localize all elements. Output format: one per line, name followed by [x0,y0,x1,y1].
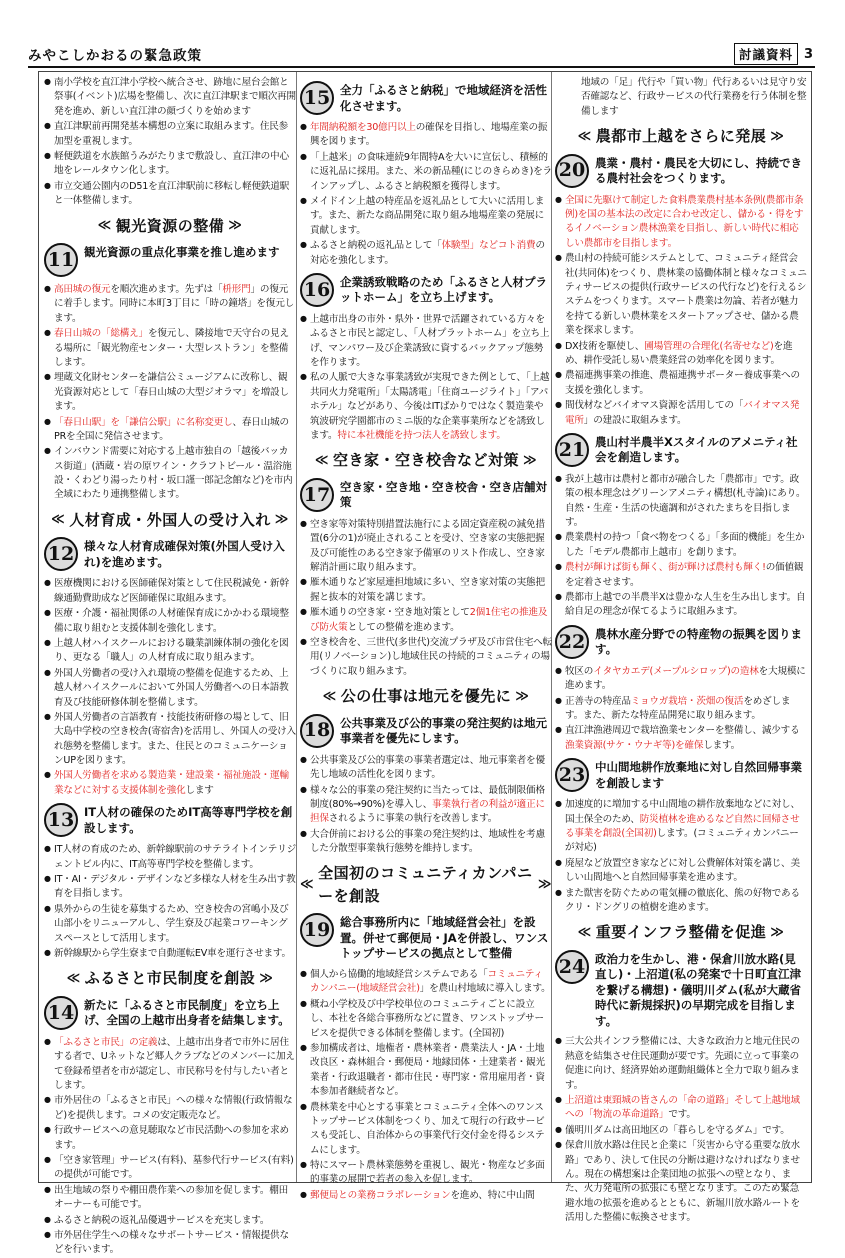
section-heading [44,215,296,238]
bullet-item [44,416,296,445]
item-text: 個人から協働的地域経営システムである「 [310,969,488,980]
bullet-item [300,1042,552,1100]
policy-title: 公共事業及び公的事業の発注契約は地元事業者を優先にします。 [340,715,547,746]
swirl-icon: ≪ [97,218,112,234]
bullet-item [300,998,552,1041]
item-text: バイオマス発電所 [565,400,800,426]
bullet-item [44,327,296,370]
policy-heading [44,996,296,1030]
item-text: 特に本社機能を持つ法人を誘致します。 [337,430,506,442]
bullet-item [555,695,807,724]
bullet-item [44,843,296,872]
swirl-icon: ≫ [537,877,552,893]
item-text: を大規模に進めます。 [565,665,806,692]
policy-heading [44,803,296,837]
item-text: 枡形門 [222,284,251,296]
bullet-item [44,711,296,769]
bullet-item [44,947,296,961]
item-text: 」の復元に着手します。同時に本町3丁目に「時の鐘塔」を復元します。 [54,284,294,324]
policy-heading [555,433,807,467]
item-text: の確保を目指し、地場産業の振興を図ります。 [310,122,548,148]
bullet-item [300,239,552,268]
item-text: メイドイン上越の特産品を返礼品として大いに活用します。また、新たな商品開発に取り組み地場産業の発展に貢献します。 [310,195,545,236]
item-text: します [185,784,214,796]
policy-title: 農山村半農半Xスタイルのアメニティ社会を創造します。 [595,434,798,465]
item-text: 年間納税額を30億円以上 [310,122,416,133]
item-text: 直江津漁港周辺で栽培漁業センターを整備し、減少する [565,725,800,737]
item-text: 」を農山村地域に導入します。 [419,983,551,995]
bullet-item [555,591,807,620]
column-right [555,76,807,1224]
bullet-item [300,1189,552,1203]
item-text: ミョウガ栽培・茨畑の復活 [630,695,744,707]
policy-number-badge: 16 [300,273,334,307]
bullet-item [555,340,807,369]
bullet-item [44,76,296,119]
bullet-item [555,857,807,886]
item-text: します。(コミュニティカンパニーが対応) [565,827,799,854]
item-text: 様々な公的事業の発注契約に当たっては、最低制限価格制度(80%→90%)を導入し、 [310,784,545,810]
swirl-icon: ≫ [259,970,274,986]
bullet-item [44,1036,296,1094]
item-text: 三大公共インフラ整備には、大きな政治力と地元住民の熱意を結集させ住民運動が要です。先頭に立って事業の促進に向け、経済界始め運動組織体と全力で取り組みます。 [565,1036,800,1091]
item-text: 市立交通公園内のD51を直江津駅前に移転し軽便鉄道駅と一体整備します。 [54,180,290,207]
section-heading [300,449,552,472]
bullet-item [300,784,552,827]
policy-number-badge: 20 [555,154,589,188]
item-text: 牧区の [565,665,594,677]
item-text: 農山村の持続可能システムとして、コミュニティ経営会社(共同体)をつくり、農林業の協働体制と様々なコミュニティサービスの提供(行政サービスの代行など)を行えるシステムをつくります。スマート農業は勿論、若者が魅力を持てる新しい農林業をスタートアップさせ、儲かる農業を探求します。 [565,253,807,337]
item-text: を順次進めます。先ずは「 [110,284,223,296]
item-text: 農業農村の持つ「食べ物をつくる」「多面的機能」を生かした「モデル農都市上越市」を創ります。 [565,532,805,558]
section-heading [44,509,296,532]
policy-number-badge: 15 [300,81,334,115]
item-text: 上越市出身の市外・県外・世界で活躍されている方々をふるさと市民と認定し、「人材プラットホーム」を立ち上げ、マンパワー及び企業誘致に資するバックアップ態勢を作ります。 [310,313,550,369]
item-text: 私の人脈で大きな事業誘致が実現できた例として、「上越共同火力発電所」「太陽誘電」「住商ユージライト」「アパホテル」などがあり、今後はITばかりではなく製造業や筑波研究学園都市のミニ版的な企業事業所などを誘致します。 [310,372,550,442]
item-text: 間伐材などバイオマス資源を活用しての「 [565,400,744,412]
item-text: IT人材の育成のため、新幹線駅前のサテライトインテリジェントビル内に、IT高等専門学校を整備します。 [54,844,296,870]
policy-number-badge: 23 [555,758,589,792]
bullet-item [555,369,807,398]
bullet-item [300,968,552,997]
section-title: 農都市上越をさらに発展 [595,127,767,146]
item-text: ふるさと納税の返礼品として「 [310,240,442,252]
item-text: されるように事業の執行を改善します。 [328,813,498,825]
item-text: 公共事業及び公的事業の事業者選定は、地元事業者を優先し地域の活性化を図ります。 [310,754,545,781]
bullet-item [555,1094,807,1123]
section-title: 観光資源の整備 [115,216,225,235]
item-text: 外国人労働者を求める製造業・建設業・福祉施設・運輸業などに対する支援体制を強化 [54,770,289,796]
item-text: 体験型」などコト消費 [441,240,536,252]
item-text: 高田城の復元 [54,284,111,296]
column-divider [296,72,297,1182]
bullet-item [300,195,552,238]
bullet-item [555,1124,807,1138]
section-heading [44,967,296,990]
swirl-icon: ≪ [300,877,315,893]
policy-title: 政治力を生かし、港・保倉川放水路(見直し)・上沼道(私の発案で十日町直江津を繋げる構想)・儀明川ダム(私が大蔵省時代に新規採択)の早期完成を目指します。 [595,951,802,1028]
item-text: 外国人労働者の受け入れ環境の整備を促進するため、上越人材ハイスクールにおいて外国人労働者への日本語教育及び技能研修体制を整備します。 [54,667,289,708]
bullet-item [44,667,296,710]
policy-title: 中山間地耕作放棄地に対し自然回帰事業を創設します [595,760,802,790]
item-text: 廃屋など放置空き家などに対し公費解体対策を講じ、美しい山間地へと自然回帰事業を進めます。 [565,857,800,884]
item-text: の対応を強化します。 [310,240,545,266]
swirl-icon: ≫ [274,512,289,528]
item-text: 「空き家管理」サービス(有料)、墓参代行サービス(有料)の提供が可能です。 [54,1154,294,1181]
policy-number-badge: 19 [300,913,334,947]
header-title: みやこしかおるの緊急政策 [28,48,202,64]
bullet-item [44,1229,296,1258]
policy-heading [300,273,552,307]
bullet-item [44,1214,296,1228]
item-text: DX技術を駆使し、 [565,340,645,352]
bullet-item [44,873,296,902]
bullet-item [555,531,807,560]
policy-title: 全力「ふるさと納税」で地域経済を活性化させます。 [340,83,547,113]
doc-badge: 討議資料 [734,43,798,65]
item-text: 出生地域の祭りや棚田農作業への参加を促します。棚田オーナーも可能です。 [54,1184,289,1211]
item-text: を進め、特に中山間 [450,1189,535,1201]
bullet-item [44,180,296,209]
section-title: 空き家・空き校舎など対策 [332,451,519,470]
bullet-item [44,1094,296,1123]
bullet-item [44,120,296,149]
policy-number-badge: 22 [555,625,589,659]
policy-title: 観光資源の重点化事業を推し進めます [84,245,280,260]
policy-title: 農林水産分野での特産物の振興を図ります。 [595,626,802,657]
item-text: 医療機関における医師確保対策として住民税減免・新幹線通勤費助成など医師確保に取組みます。 [54,578,289,604]
swirl-icon: ≪ [66,970,81,986]
swirl-icon: ≪ [577,924,592,940]
bullet-item [555,724,807,753]
bullet-item [44,607,296,636]
item-text: 農林業を中心とする事業とコミュニティ全体へのワンストップサービス体制をつくり、加えて現行の行政サービスも受託し、自治体からの事業代行交付金を得るシステムにします。 [310,1101,545,1156]
swirl-icon: ≪ [322,688,337,704]
policy-number-badge: 24 [555,950,589,984]
item-text: 大合併前における公的事業の発注契約は、地域性を考慮した分散型事業執行態勢を維持します。 [310,828,545,855]
item-text: 医療・介護・福祉関係の人材確保育成にかかわる環境整備に取り組むと支援体制を強化します。 [54,608,289,634]
swirl-icon: ≪ [577,128,592,144]
item-text: 防災植林を進めるなど自然に回帰させる事業を創設(全国初) [565,813,800,839]
item-text: 参加構成者は、地権者・農林業者・農業法人・JA・土地改良区・森林組合・郵便局・地縁団体・土建業者・観光業者・行政退職者・都市住民・専門家・常用雇用者・資本参加者継続者など。 [310,1042,545,1098]
item-text: 漁業資源(サケ・ウナギ等)を確保 [565,739,704,751]
item-text: 雁木通りの空き家・空き地対策として [310,607,470,619]
item-text: 全国に先駆けて制定した食料農業農村基本条例(農都市条例)を国の基本法の改定に合わせ改定し、儲かる・得をするイノベーション農林漁業を目指し、新しい時代に相応しい農都市を目指します。 [565,194,804,249]
policy-title: 総合事務所内に「地域経営会社」を設置。併せて郵便局・JAを併設し、ワンストップサービスの拠点として整備 [340,915,549,961]
item-text: 」の建設に取組みます。 [583,414,687,426]
section-title: ふるさと市民制度を創設 [84,969,256,988]
item-text: をめざします。また、新たな特産品開発に取り組みます。 [565,695,791,721]
item-text: を復元し、隣接地で天守台の見える場所に「観光物産センター・大型レストラン」を整備します。 [54,328,289,368]
bullet-item [300,606,552,635]
bullet-item [44,150,296,179]
item-text: 、春日山城のPRを全国に発信させます。 [54,416,289,442]
bullet-item [555,665,807,694]
item-text: コミュニティカンパニー(地域経営会社) [310,969,543,995]
policy-title: 企業誘致戦略のため「ふるさと人材プラットホーム」を立ち上げます。 [340,274,547,305]
policy-heading [555,758,807,792]
section-title: 人材育成・外国人の受け入れ [69,510,271,529]
policy-heading [300,913,552,962]
bullet-item [44,1154,296,1183]
column-left [44,76,296,1256]
header-rule [28,66,815,68]
policy-title: IT人材の確保のためIT高等専門学校を創設します。 [84,805,293,835]
bullet-item [44,1124,296,1153]
bullet-item [555,1139,807,1225]
policy-title: 空き家・空き地・空き校舎・空き店舗対策 [340,479,547,510]
bullet-item [44,577,296,606]
item-text: 直江津駅前再開発基本構想の立案に取組みます。住民参加型を重視します。 [54,121,289,147]
bullet-item [300,518,552,576]
item-text: 外国人労働者の言語教育・技能技術研修の場として、旧大島中学校の空き校舎(寄宿舎)を活用し、外国人の受け入れ態勢を整備します。また、住民とのコミュニケーションUPを図ります。 [54,711,296,767]
section-heading [555,125,807,148]
item-text: 「春日山駅」を「謙信公駅」に名称変更し [54,416,233,428]
swirl-icon: ≫ [228,218,243,234]
bullet-item [44,637,296,666]
bullet-item [300,576,552,605]
item-text: 空き家等対策特別措置法施行による固定資産税の減免措置(6分の1)が廃止されることを受け、空き家の実態把握及び可能性のある空き家予備軍のリスト作成し、空き家解消計画に取り組みます。 [310,518,545,574]
policy-title: 農業・農村・農民を大切にし、持続できる農村社会をつくります。 [595,155,802,186]
bullet-item [555,887,807,916]
policy-heading [555,625,807,659]
policy-title: 様々な人材育成確保対策(外国人受け入れ)を進めます。 [84,539,285,569]
item-text: IT・AI・デジタル・デザインなど多様な人材を生み出す教育を目指します。 [54,874,296,900]
policy-heading [300,478,552,512]
item-text: 加速度的に増加する中山間地の耕作放棄地などに対し、国土保全のため、 [565,799,800,825]
item-text: 埋蔵文化財センターを謙信公ミュージアムに改称し、観光資源対応として「春日山城の大型ジオラマ」を増設します。 [54,372,289,413]
bullet-item [300,313,552,371]
bullet-item [300,636,552,679]
policy-number-badge: 13 [44,803,78,837]
policy-heading [300,81,552,115]
policy-number-badge: 14 [44,996,78,1030]
item-text: 春日山城の「総構え」 [54,328,148,340]
policy-heading [44,243,296,277]
item-text: 特にスマート農林業態勢を重視し、観光・物産など多面的事業の展開で若者の参入を促します。 [310,1160,545,1186]
item-text: 空き校舎を、三世代(多世代)交流プラザ及び市営住宅へ転用(リノベーション)し地域住民の持続的コミュニティの場づくりに取り組みます。 [310,637,552,677]
continued-text: 地域の「足」代行や「買い物」代行あるいは見守り安否確認など、行政サービスの代行業務を行う体制を整備します [581,77,807,117]
policy-title: 新たに「ふるさと市民制度」を立ち上げ、全国の上越市出身者を結集します。 [84,997,290,1028]
item-text: イタヤカエデ(メープルシロップ)の造林 [593,665,759,677]
item-text: 2個1住宅の推進及び防火策 [310,607,548,633]
policy-heading [555,950,807,1030]
section-heading [300,685,552,708]
item-text: の価値観を定着させます。 [565,562,804,588]
bullet-item [44,371,296,414]
section-title: 重要インフラ整備を促進 [595,923,767,942]
section-title: 全国初のコミュニティカンパニーを創設 [318,864,533,905]
item-text: ふるさと納税の返礼品優遇サービスを充実します。 [54,1214,270,1226]
bullet-item [555,798,807,856]
policy-number-badge: 12 [44,537,78,571]
bullet-item [44,1184,296,1213]
bullet-item [44,283,296,326]
item-text: 圃場管理の合理化(名寄せなど) [644,340,774,352]
bullet-item [555,561,807,590]
policy-number-badge: 11 [44,243,78,277]
item-text: 我が上越市は農村と都市が融合した「農都市」です。政策の根本理念はグリーンアメニティ構想(札寺論)にあり。自然・生産・生活の快適調和がされたまちを目指します。 [565,473,806,529]
item-text: 事業執行者の利益が適正に担保 [310,798,545,825]
item-text: 新幹線駅から学生寮まで自動運転EV車を運行させます。 [54,947,291,959]
bullet-item [555,1035,807,1093]
item-text: は、上越市出身者で市外に居住する者で、Uネットなど郷人クラブなどのメンバーに加えて登録希望者を市が認定し、市民称号を付与したい者とします。 [54,1036,295,1092]
item-text: 上越人材ハイスクールにおける職業訓練体制の強化を図り、更なる「職人」の人材育成に取り組みます。 [54,637,289,664]
bullet-item [44,903,296,946]
item-text: 農村が輝けば街も輝く、街が輝けば農村も輝く! [565,562,766,574]
item-text: 保倉川放水路は住民と企業に「災害から守る重要な放水路」であり、決して住民の分断は避けなければなりません。現在の構想案は企業団地の拡張への壁となり、また、火力発電所の拡張にも壁となります。このため緊急避水地の拡張を進めるとともに、新堀川放水路ルートを活用した整備に転換させます。 [565,1140,800,1224]
swirl-icon: ≫ [523,452,538,468]
policy-heading [555,154,807,188]
swirl-icon: ≫ [515,688,530,704]
item-text: を進め、耕作受託し易い農業経営の効率化を図ります。 [565,340,793,366]
bullet-item [44,769,296,798]
bullet-item [300,371,552,443]
bullet-item [300,151,552,194]
item-text: 県外からの生徒を募集するため、空き校舎の宮嶋小及び山部小をリニューアルし、学生寮及び起業コワーキングスペースとして活用します。 [54,903,289,944]
item-text: インバウンド需要に対応する上越市独自の「越後バッカス街道」(酒蔵・岩の原ワイン・クラフトビール・温浴施設・くわどり湯ったり村・坂口謹一郎記念館など)を市内全域にわたり連携整備します。 [54,446,293,501]
bullet-item [555,194,807,252]
header-right [734,43,813,65]
item-text: としての整備を進めます。 [347,621,460,633]
item-text: 市外居住学生への様々なサポートサービス・情報提供などを行います。 [54,1229,289,1256]
item-text: 南小学校を直江津小学校へ統合させ、跡地に屋台会館と祭事(イベント)広場を整備し、次に直江津駅まで順次再開発を進め、新しい直江津の顔づくりを始めます [54,77,296,117]
bullet-item [555,252,807,338]
section-heading [555,921,807,944]
swirl-icon: ≪ [314,452,329,468]
bullet-item [555,473,807,531]
bullet-item [300,1101,552,1159]
bullet-item [300,754,552,783]
item-text: 正善寺の特産品 [565,695,631,707]
bullet-item [44,445,296,503]
item-text: 行政サービスへの意見聴取など市民活動への参加を求めます。 [54,1125,289,1151]
item-text: です。 [668,1109,696,1121]
item-text: 概ね小学校及び中学校単位のコミュニティごとに設立し、本社を各総合事務所などに置き、ワンストップサービスを提供できる体制を整備します。(全国初) [310,998,544,1039]
item-text: 農都市上越での半農半Xは豊かな人生を生み出します。自給自足の理念が保てるように取組みます。 [565,592,806,618]
bullet-item [555,399,807,428]
policy-heading [44,537,296,571]
item-text: 農福連携事業の推進、農福連携サポーター養成事業への支援を強化します。 [565,370,800,396]
item-text: 郵便局との業務コラボレーション [310,1189,451,1201]
policy-number-badge: 21 [555,433,589,467]
swirl-icon: ≫ [770,128,785,144]
bullet-item [300,121,552,150]
page-number: 3 [803,46,813,62]
item-text: 上沼道は東頸城の皆さんの「命の道路」そして上越地域への「物流の革命道路」 [565,1094,800,1121]
policy-number-badge: 18 [300,714,334,748]
policy-heading [300,714,552,748]
item-text: します。 [703,739,741,751]
section-title: 公の仕事は地元を優先に [340,687,512,706]
item-text: 「ふるさと市民」の定義 [54,1036,158,1048]
item-text: また獣害を防ぐための電気柵の徹底化、熊の好物であるクリ・ドングリの植樹を進めます。 [565,887,800,913]
item-text: 「上越米」の食味連続9年間特Aを大いに宣伝し、積極的に返礼品に採用。また、米の新品種(にじのきらめき)をラインアップし、ふるさと納税額を獲得します。 [310,151,552,192]
column-middle [300,76,552,1201]
item-text: 雁木通りなど家屋連担地域に多い、空き家対策の実態把握と抜本的対策を講じます。 [310,577,545,603]
swirl-icon: ≪ [51,512,66,528]
item-text: 軽便鉄道を水族館うみがたりまで敷設し、直江津の中心地をレールタウン化します。 [54,150,289,177]
policy-number-badge: 17 [300,478,334,512]
item-text: 市外居住の「ふるさと市民」への様々な情報(行政情報など)を提供します。コメの安定販売など。 [54,1095,293,1121]
bullet-item [300,828,552,857]
section-heading [300,862,552,907]
swirl-icon: ≫ [770,924,785,940]
bullet-item [300,1159,552,1188]
item-text: 儀明川ダムは高田地区の「暮らしを守るダム」です。 [565,1124,790,1136]
